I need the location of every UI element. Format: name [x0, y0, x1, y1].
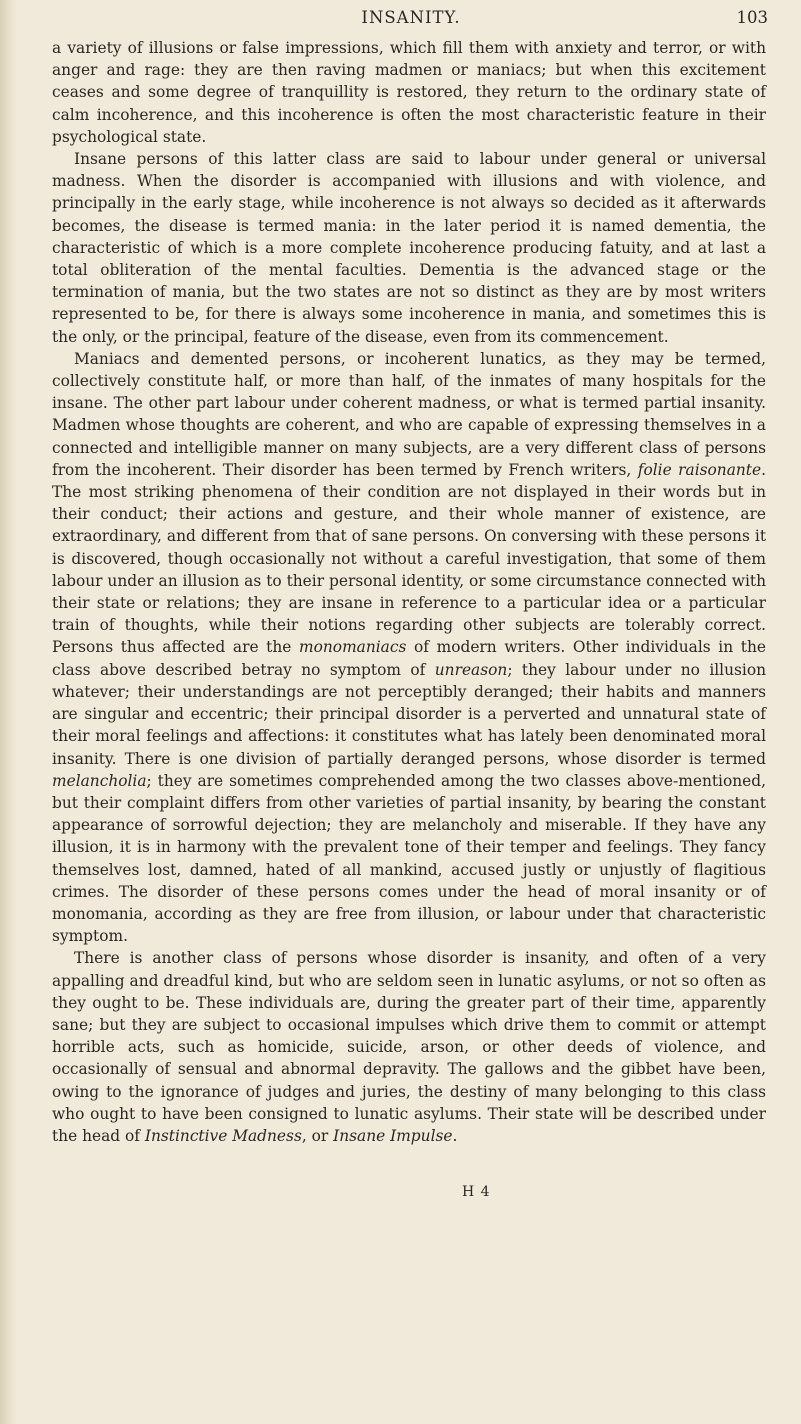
term-insane-impulse: Insane Impulse — [333, 1126, 453, 1145]
signature-mark: H 4 — [462, 1184, 491, 1200]
running-title: INSANITY. — [361, 8, 461, 27]
paragraph-3-text-b: . The most striking phenomena of their condition are not displayed in their words but in their conduct; their actions and gesture, and their whole manner of existence, are extraordinary, and different from that of sane persons. On conversing with these persons it is discovered, though occasionally not without a careful investigation, that some of them labour under an illusion as to their personal identity, or some circumstance connected with their state or relations; they are insane in reference to a particular idea or a particular train of thoughts, while their notions regarding other subjects are tolerably correct. Persons thus affected are the — [52, 460, 766, 657]
paragraph-3 — [52, 348, 766, 947]
paragraph-4-end: . — [452, 1126, 458, 1145]
paragraph-1-text: a variety of illusions or false impressions, which fill them with anxiety and terror, or with anger and rage: they are then raving madmen or maniacs; but when this excitement ceases and some degree of tranquillity is restored, they return to the ordinary state of calm incoherence, and this incoherence is often the most characteristic feature in their psychological state. — [52, 39, 766, 146]
term-unreason: unreason — [434, 660, 508, 679]
paragraph-3-text-e: ; they are sometimes comprehended among the two classes above-mentioned, but their complaint differs from other varieties of partial insanity, by bearing the constant appearance of sorrowful dejection; they are melancholy and miserable. If they have any illusion, it is in harmony with the prevalent tone of their temper and feelings. They fancy themselves lost, damned, hated of all mankind, accused justly or unjustly of flagitious crimes. The disorder of these persons comes under the head of moral insanity or of monomania, according as they are free from illusion, or labour under that characteristic symptom. — [52, 771, 766, 946]
paragraph-2-text: Insane persons of this latter class are said to labour under general or universal madness. When the disorder is accompanied with illusions and with violence, and principally in the early stage, while incoherence is not always so decided as it afterwards becomes, the disease is termed mania: in the later period it is named dementia, the characteristic of which is a more complete incoherence producing fatuity, and at last a total obliteration of the mental faculties. Dementia is the advanced stage or the termination of mania, but the two states are not so distinct as they are by most writers represented to be, for there is always some incoherence in mania, and sometimes this is the only, or the principal, feature of the disease, even from its commencement. — [52, 150, 766, 346]
term-instinctive-madness: Instinctive Madness — [144, 1126, 302, 1145]
page-gutter-shadow — [0, 0, 16, 1424]
term-monomaniacs: monomaniacs — [299, 638, 407, 657]
term-folie-raisonante: folie raisonante — [637, 460, 762, 479]
paragraph-4-text-a: There is another class of persons whose disorder is insanity, and often of a very appalling and dreadful kind, but who are seldom seen in lunatic asylums, or not so often as they ought to be. These individuals are, during the greater part of their time, apparently sane; but they are subject to occasional impulses which drive them to commit or attempt horrible acts, such as homicide, suicide, arson, or other deeds of violence, and occasionally of sensual and abnormal depravity. The gallows and the gibbet have been, owing to the ignorance of judges and juries, the destiny of many belonging to this class who ought to have been consigned to lunatic asylums. Their state will be described under the head of — [52, 949, 766, 1145]
paragraph-1 — [52, 37, 766, 148]
paragraph-3-text-a: Maniacs and demented persons, or incoherent lunatics, as they may be termed, collectively constitute half, or more than half, of the inmates of many hospitals for the insane. The other part labour under coherent madness, or what is termed partial insanity. Madmen whose thoughts are coherent, and who are capable of expressing themselves in a connected and intelligible manner on many subjects, are a very different class of persons from the incoherent. Their disorder has been termed by French writers, — [52, 349, 766, 479]
paragraph-2 — [52, 148, 766, 348]
paragraph-4 — [52, 947, 766, 1147]
page-number: 103 — [736, 8, 768, 27]
term-melancholia: melancholia — [52, 771, 147, 790]
paragraph-3-text-c: of modern writers. Other individuals in the class above described betray no symptom of — [52, 638, 766, 679]
paragraph-3-text-d: ; they labour under no illusion whatever; their understandings are not perceptibly deranged; their habits and manners are singular and eccentric; their principal disorder is a perverted and unnatural state of their moral feelings and affections: it constitutes what has lately been denominated moral insanity. There is one division of partially deranged persons, whose disorder is termed — [52, 660, 767, 768]
body-text — [52, 37, 766, 1147]
paragraph-4-or: , or — [301, 1126, 334, 1145]
page-header — [54, 8, 768, 30]
